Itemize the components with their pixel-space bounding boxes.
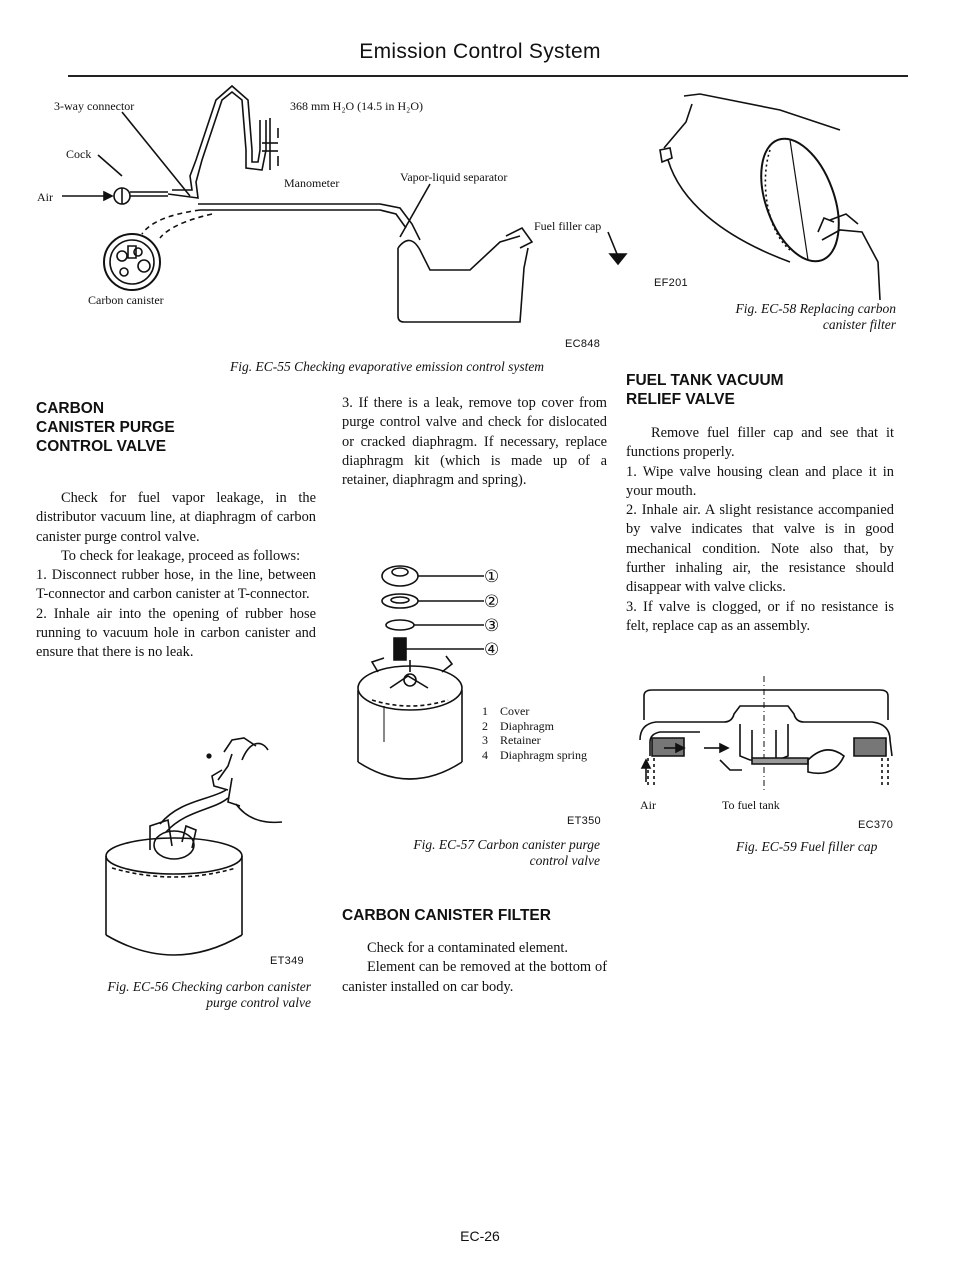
legend-number: 1 [482, 704, 488, 718]
paragraph: 3. If there is a leak, remove top cover from purge control valve and check for dislocated or cracked diaphragm. If necessary, replace diaphragm kit (which is made up of a retainer, diaphragm and spring). [342, 395, 607, 489]
fuel-filler-cap-cross-section [0, 670, 960, 810]
section-relief-body [626, 424, 894, 636]
caption-fig-ec-58 [706, 301, 896, 333]
caption-fig-ec-59: Fig. EC-59 Fuel filler cap [736, 839, 878, 854]
caption-fig-ec-56-line1: Fig. EC-56 Checking carbon canister [107, 979, 311, 994]
section-purge-body-middle [342, 394, 607, 490]
heading-carbon-canister-purge-control-valve [36, 399, 175, 456]
page-header-title: Emission Control System [359, 40, 601, 63]
paragraph: Element can be removed at the bottom of canister installed on car body. [342, 959, 607, 995]
label-pressure: 368 mm H₂O (14.5 in H₂O) [290, 99, 424, 113]
heading-carbon-canister-filter [342, 906, 551, 925]
caption-fig-ec-58-line2: canister filter [822, 317, 896, 332]
heading-fuel-tank-vacuum-relief-valve [626, 371, 784, 409]
figure-code-et349: ET349 [270, 955, 304, 967]
paragraph: 1. Wipe valve housing clean and place it in your mouth. [626, 463, 894, 499]
canister-filter-replacement-illustration [0, 0, 960, 300]
page-number: EC-26 [460, 1228, 500, 1244]
paragraph: Remove fuel filler cap and see that it functions properly. [626, 425, 894, 461]
legend-text: Diaphragm spring [500, 747, 587, 762]
caption-fig-ec-57-line2: control valve [529, 853, 600, 868]
label-3-way-connector: 3-way connector [54, 99, 135, 113]
paragraph: 1. Disconnect rubber hose, in the line, between T-connector and carbon canister at T-connector. [36, 567, 316, 603]
label-fuel-filler-cap: Fuel filler cap [534, 219, 602, 233]
label-to-fuel-tank: To fuel tank [722, 798, 780, 812]
legend-text: Diaphragm [500, 718, 554, 733]
figure-code-ef201: EF201 [654, 277, 688, 289]
heading-line: CANISTER PURGE [36, 419, 175, 436]
heading-line: FUEL TANK VACUUM [626, 372, 784, 389]
paragraph: Check for fuel vapor leakage, in the distributor vacuum line, at diaphragm of carbon canister purge control valve. [36, 490, 316, 545]
heading-line: RELIEF VALVE [626, 391, 735, 408]
paragraph: Check for a contaminated element. [367, 940, 568, 956]
label-vapor-liquid-separator: Vapor-liquid separator [400, 170, 508, 184]
label-manometer: Manometer [284, 176, 340, 190]
legend-number: 3 [482, 733, 488, 747]
caption-fig-ec-57-line1: Fig. EC-57 Carbon canister purge [413, 837, 600, 852]
caption-fig-ec-55: Fig. EC-55 Checking evaporative emission control system [230, 359, 545, 374]
paragraph: 2. Inhale air into the opening of rubber hose running to vacuum hole in carbon canister and ensure that there is no leak. [36, 605, 316, 661]
callout-2: ② [484, 592, 500, 611]
paragraph: 2. Inhale air. A slight resistance accompanied by valve indicates that valve is in good mechanical condition. Note also that, by further inhaling air, the resistance should disappear with valve clicks. [626, 502, 894, 596]
callout-1: ① [484, 567, 500, 586]
caption-fig-ec-58-line1: Fig. EC-58 Replacing carbon [735, 301, 896, 316]
heading-line: CARBON CANISTER FILTER [342, 907, 551, 924]
label-carbon-canister: Carbon canister [88, 293, 164, 307]
section-filter-body [342, 939, 607, 997]
caption-fig-ec-56 [48, 979, 311, 1011]
legend-text: Cover [500, 704, 530, 718]
label-air: Air [640, 798, 656, 812]
heading-line: CONTROL VALVE [36, 438, 167, 455]
label-cock: Cock [66, 147, 92, 161]
figure-code-ec848: EC848 [565, 338, 601, 350]
callout-3: ③ [484, 616, 500, 635]
paragraph: To check for leakage, proceed as follows: [61, 547, 301, 564]
figure-code-et350: ET350 [567, 815, 601, 827]
legend-number: 2 [482, 718, 488, 733]
caption-fig-ec-57 [330, 837, 600, 869]
figure-code-ec370: EC370 [858, 819, 894, 831]
paragraph: 3. If valve is clogged, or if no resistance is felt, replace cap as an assembly. [626, 598, 894, 634]
legend-number: 4 [482, 747, 488, 762]
caption-fig-ec-56-line2: purge control valve [206, 995, 311, 1010]
callout-4: ④ [484, 640, 500, 659]
label-air: Air [37, 190, 53, 204]
legend-text: Retainer [500, 733, 541, 747]
heading-line: CARBON [36, 400, 105, 417]
